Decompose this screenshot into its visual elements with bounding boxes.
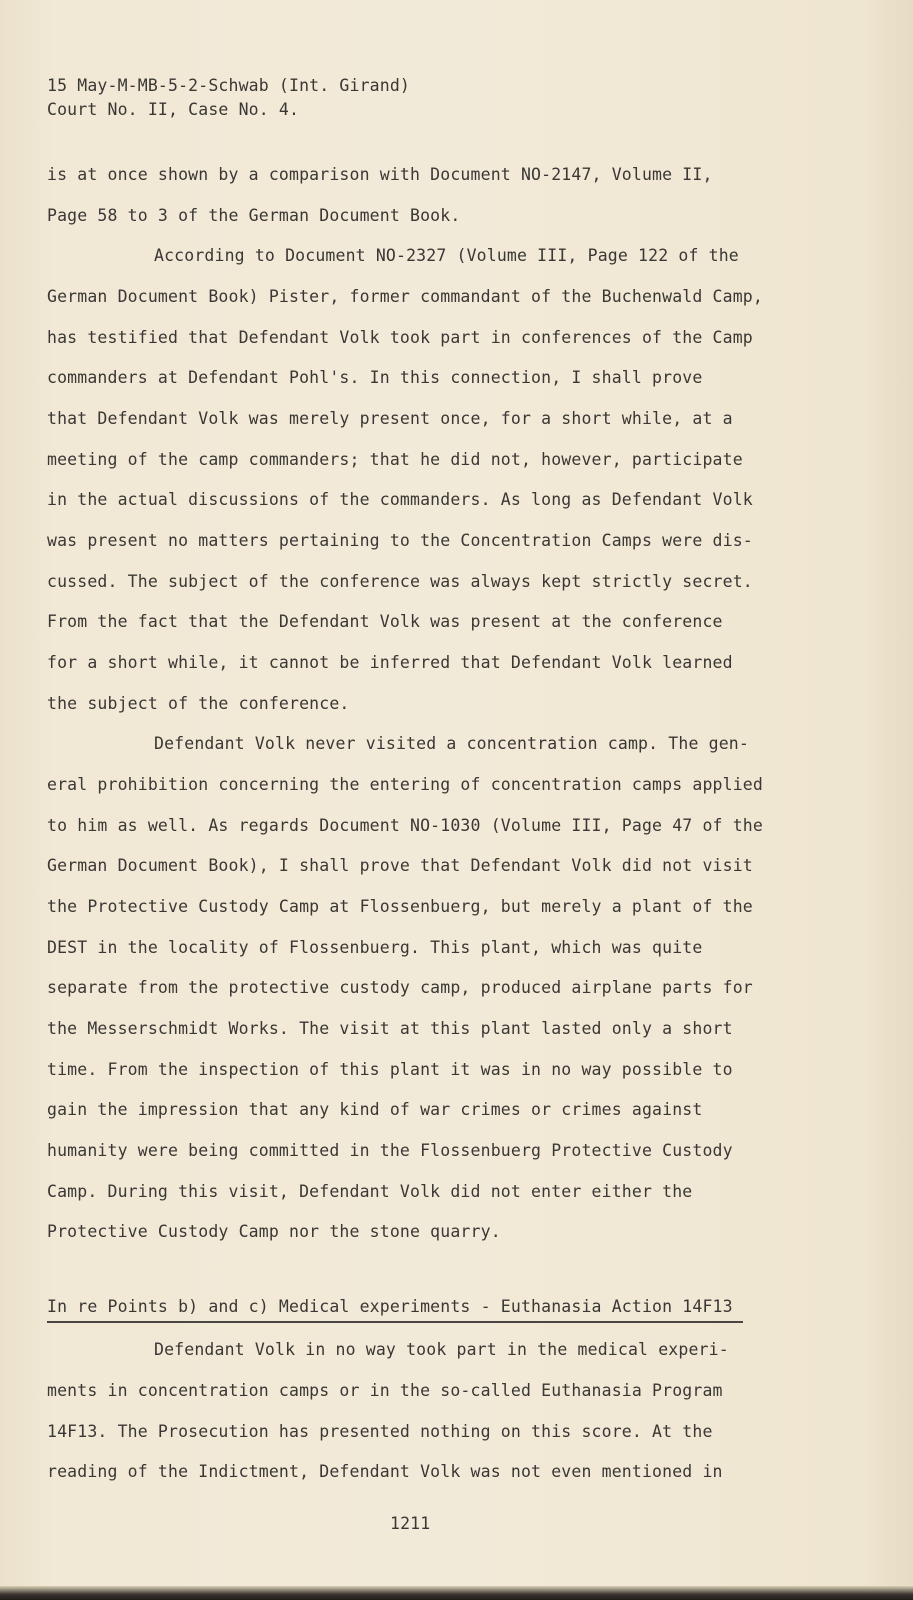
body-line: Camp. During this visit, Defendant Volk did not enter either the <box>47 1182 693 1201</box>
section-line: 14F13. The Prosecution has presented nothing on this score. At the <box>47 1422 713 1441</box>
body-line: Defendant Volk never visited a concentration camp. The gen- <box>154 734 749 753</box>
body-line: Protective Custody Camp nor the stone quarry. <box>47 1222 501 1241</box>
body-line: German Document Book) Pister, former commandant of the Buchenwald Camp, <box>47 287 763 306</box>
body-line: separate from the protective custody camp, produced airplane parts for <box>47 978 753 997</box>
section-heading: In re Points b) and c) Medical experiments - Euthanasia Action 14F13 <box>47 1297 733 1316</box>
body-line: From the fact that the Defendant Volk was present at the conference <box>47 612 723 631</box>
body-line: in the actual discussions of the commanders. As long as Defendant Volk <box>47 490 753 509</box>
page-number: 1211 <box>390 1514 431 1533</box>
body-line: According to Document NO-2327 (Volume III, Page 122 of the <box>154 246 739 265</box>
body-line: that Defendant Volk was merely present once, for a short while, at a <box>47 409 733 428</box>
body-line: was present no matters pertaining to the Concentration Camps were dis- <box>47 531 753 550</box>
scan-edge <box>0 1586 913 1600</box>
header-line-1: 15 May-M-MB-5-2-Schwab (Int. Girand) <box>47 76 411 95</box>
body-line: the Protective Custody Camp at Flossenbuerg, but merely a plant of the <box>47 897 753 916</box>
section-heading-underline <box>47 1321 743 1323</box>
body-line: humanity were being committed in the Flossenbuerg Protective Custody <box>47 1141 733 1160</box>
body-line: Page 58 to 3 of the German Document Book. <box>47 206 461 225</box>
body-line: the subject of the conference. <box>47 694 350 713</box>
body-line: for a short while, it cannot be inferred that Defendant Volk learned <box>47 653 733 672</box>
body-line: time. From the inspection of this plant it was in no way possible to <box>47 1060 733 1079</box>
body-line: gain the impression that any kind of war crimes or crimes against <box>47 1100 703 1119</box>
body-line: is at once shown by a comparison with Document NO-2147, Volume II, <box>47 165 713 184</box>
body-line: has testified that Defendant Volk took part in conferences of the Camp <box>47 328 753 347</box>
section-line: ments in concentration camps or in the so-called Euthanasia Program <box>47 1381 723 1400</box>
body-line: eral prohibition concerning the entering of concentration camps applied <box>47 775 763 794</box>
section-line: Defendant Volk in no way took part in the medical experi- <box>154 1340 729 1359</box>
body-line: the Messerschmidt Works. The visit at this plant lasted only a short <box>47 1019 733 1038</box>
body-line: meeting of the camp commanders; that he did not, however, participate <box>47 450 743 469</box>
body-line: commanders at Defendant Pohl's. In this connection, I shall prove <box>47 368 703 387</box>
section-line: reading of the Indictment, Defendant Volk was not even mentioned in <box>47 1462 723 1481</box>
header-line-2: Court No. II, Case No. 4. <box>47 100 300 119</box>
body-line: German Document Book), I shall prove that Defendant Volk did not visit <box>47 856 753 875</box>
body-line: to him as well. As regards Document NO-1030 (Volume III, Page 47 of the <box>47 816 763 835</box>
body-line: DEST in the locality of Flossenbuerg. This plant, which was quite <box>47 938 703 957</box>
body-line: cussed. The subject of the conference was always kept strictly secret. <box>47 572 753 591</box>
